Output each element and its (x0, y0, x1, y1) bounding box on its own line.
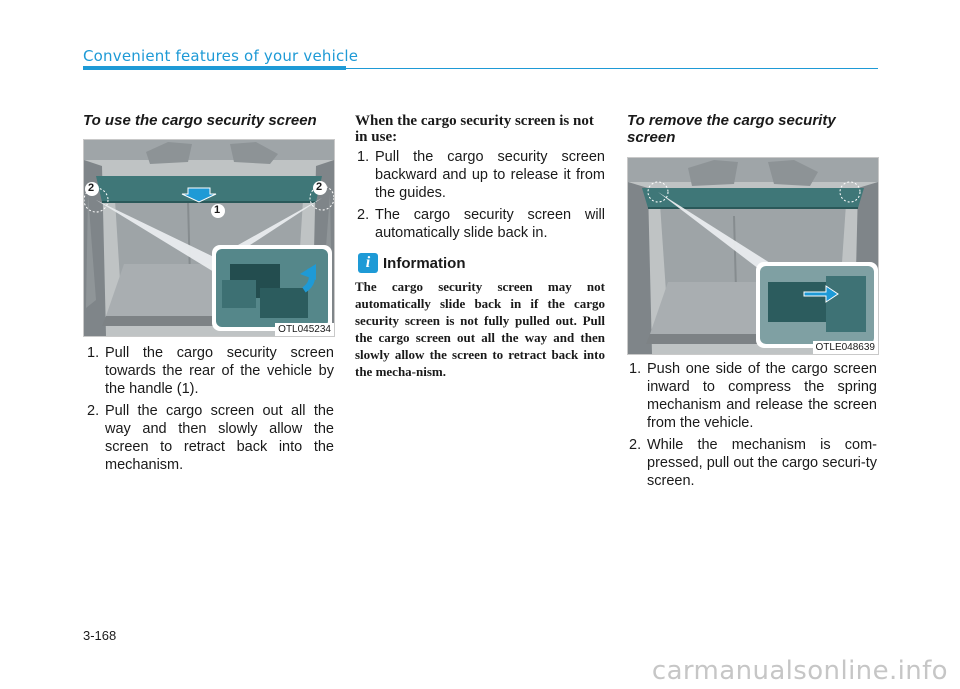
info-body: The cargo security screen may not automatically slide back in if the cargo security screen is not fully pulled out. Pull the cargo screen out all the way and then slowly allow the screen to retract back into the mecha-nism. (355, 279, 605, 379)
figure-cargo-screen-remove (627, 157, 879, 355)
figure-code: OTL045234 (275, 323, 334, 336)
step-text: While the mechanism is com-pressed, pull out the cargo securi-ty screen. (647, 437, 877, 489)
list-item (357, 148, 605, 202)
step-number: 1. (629, 361, 642, 377)
info-icon: i (358, 253, 378, 273)
figure-code: OTLE048639 (813, 341, 879, 354)
list-item (629, 436, 877, 490)
callout-1: 1 (214, 204, 221, 216)
step-text: Pull the cargo security screen backward and up to release it from the guides. (375, 149, 605, 201)
figure-cargo-screen-use (83, 139, 335, 337)
callout-2-right: 2 (316, 181, 323, 193)
page-number: 3-168 (83, 628, 117, 643)
list-item (357, 206, 605, 242)
steps-use-cargo-screen (87, 344, 334, 478)
watermark: carmanualsonline.info (651, 656, 948, 686)
heading-use-cargo-screen: To use the cargo security screen (83, 112, 317, 129)
info-title: Information (383, 255, 466, 272)
steps-remove-cargo-screen (629, 360, 877, 494)
step-number: 1. (357, 149, 370, 165)
step-number: 2. (87, 403, 100, 419)
heading-not-in-use: When the cargo security screen is not in use: (355, 113, 594, 145)
step-number: 2. (629, 437, 642, 453)
callout-2-left: 2 (88, 182, 95, 194)
step-text: Push one side of the cargo screen inward to compress the spring mechanism and release the screen from the vehicle. (647, 361, 877, 431)
section-header: Convenient features of your vehicle (83, 47, 359, 65)
step-number: 2. (357, 207, 370, 223)
step-text: Pull the cargo screen out all the way and then slowly allow the screen to retract back into the mechanism. (105, 403, 334, 473)
steps-not-in-use (357, 148, 605, 246)
header-rule-accent (83, 66, 346, 70)
list-item (87, 402, 334, 474)
list-item (87, 344, 334, 398)
list-item (629, 360, 877, 432)
cargo-area-illustration (84, 140, 334, 336)
heading-remove-cargo-screen: To remove the cargo security screen (627, 112, 836, 146)
step-text: Pull the cargo security screen towards the rear of the vehicle by the handle (1). (105, 345, 334, 397)
cargo-removal-illustration (628, 158, 878, 354)
header-rule (346, 68, 878, 69)
step-number: 1. (87, 345, 100, 361)
step-text: The cargo security screen will automatically slide back in. (375, 207, 605, 241)
